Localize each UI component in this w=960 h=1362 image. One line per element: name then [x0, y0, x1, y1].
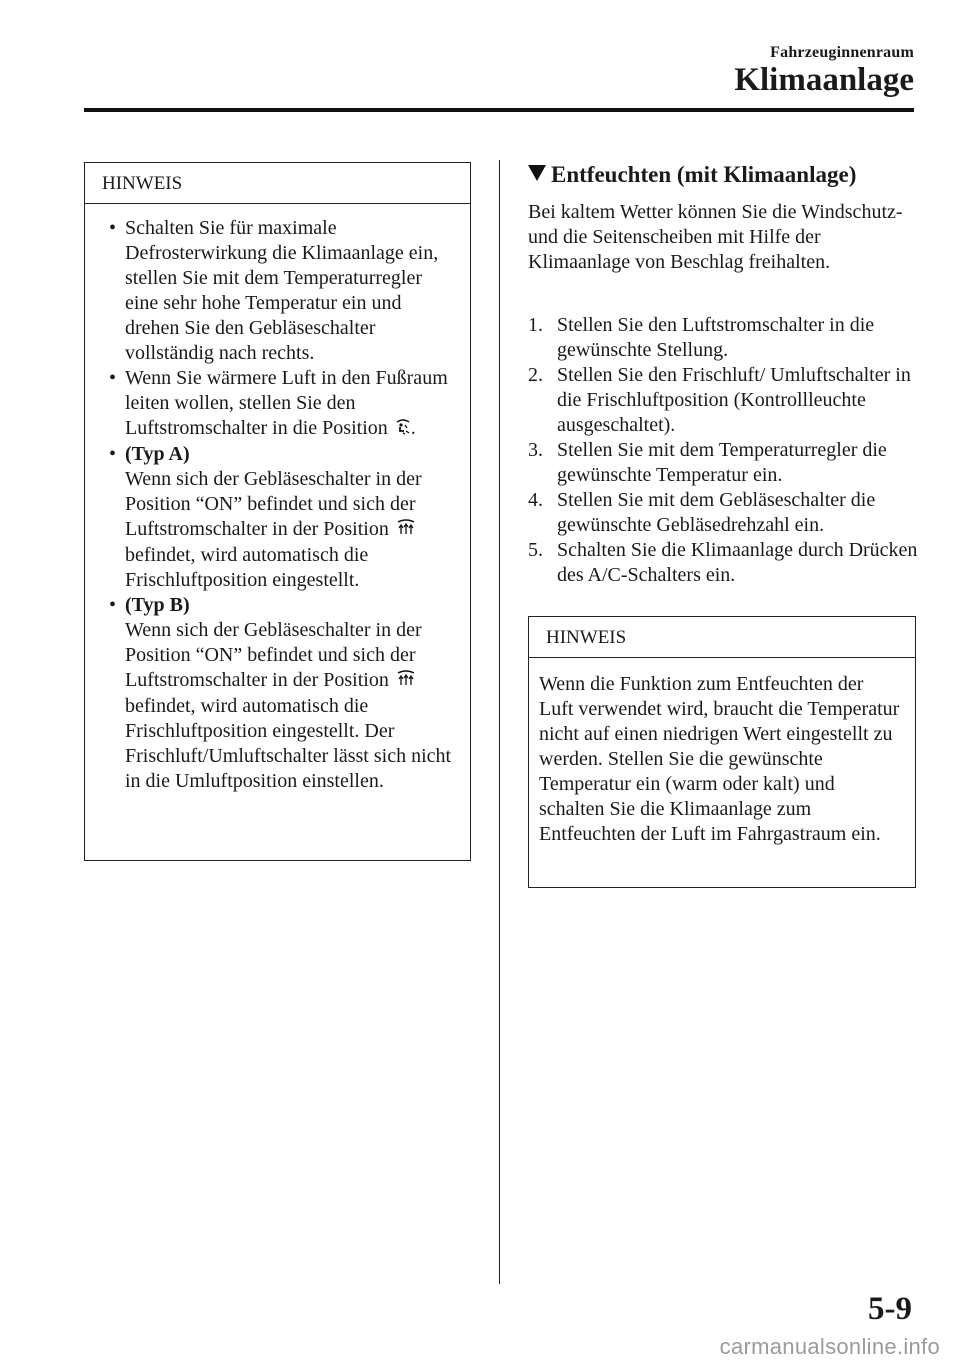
type-label: (Typ A) — [125, 443, 190, 465]
note-bullet-item — [99, 442, 460, 593]
note-bullet-item — [99, 366, 460, 442]
bullet-text: Wenn sich der Gebläseschalter in der Position “ON” befindet und sich der Luftstromschalter in der Position — [125, 468, 422, 540]
chapter-label: Fahrzeuginnenraum — [770, 44, 914, 61]
left-note-box — [84, 162, 471, 861]
page-number: 5-9 — [868, 1291, 912, 1327]
triangle-marker-icon — [528, 165, 546, 181]
step-number: 4. — [528, 489, 543, 511]
section-title-text: Entfeuchten (mit Klimaanlage) — [551, 162, 857, 187]
bullet-text-end: befindet, wird automatisch die Frischluftposition eingestellt. — [125, 544, 369, 591]
list-item — [528, 363, 920, 438]
right-note-box — [528, 616, 916, 888]
header-rule — [84, 108, 914, 112]
section-intro: Bei kaltem Wetter können Sie die Windschutz- und die Seitenscheiben mit Hilfe der Klimaanlage von Beschlag freihalten. — [528, 201, 903, 273]
bullet-dot: • — [109, 443, 117, 465]
bullet-dot: • — [109, 367, 117, 389]
bullet-text-end: befindet, wird automatisch die Frischluftposition eingestellt. Der Frischluft/Umluftschalter lässt sich nicht in die Umluftposition einstellen. — [125, 695, 452, 792]
floor-windshield-icon — [395, 417, 411, 442]
bullet-dot: • — [109, 594, 117, 616]
column-divider — [499, 160, 500, 1284]
page-title: Klimaanlage — [734, 62, 914, 98]
bullet-text: Wenn Sie wärmere Luft in den Fußraum leiten wollen, stellen Sie den Luftstromschalter in die Position — [125, 367, 448, 439]
type-label: (Typ B) — [125, 594, 190, 616]
note-body: Wenn die Funktion zum Entfeuchten der Luft verwendet wird, braucht die Temperatur nicht auf einen niedrigen Wert eingestellt zu werden. Stellen Sie die gewünschte Temperatur ein (warm oder kalt) und schalten Sie die Klimaanlage zum Entfeuchten der Luft im Fahrgastraum ein. — [539, 673, 900, 845]
note-heading: HINWEIS — [85, 163, 470, 204]
bullet-dot: • — [109, 217, 117, 239]
note-bullet-item — [99, 216, 460, 366]
steps-list — [528, 313, 920, 588]
step-number: 1. — [528, 314, 543, 336]
note-body — [85, 204, 470, 806]
step-text: Schalten Sie die Klimaanlage durch Drücken des A/C-Schalters ein. — [557, 539, 918, 586]
note-heading: HINWEIS — [529, 617, 915, 658]
step-text: Stellen Sie mit dem Temperaturregler die gewünschte Temperatur ein. — [557, 439, 887, 486]
step-number: 2. — [528, 364, 543, 386]
bullet-text-end: . — [410, 417, 416, 439]
step-number: 5. — [528, 539, 543, 561]
defroster-icon — [396, 518, 416, 543]
section-title — [528, 160, 856, 190]
list-item — [528, 538, 920, 588]
list-item — [528, 488, 920, 538]
step-text: Stellen Sie den Frischluft/ Umluftschalter in die Frischluftposition (Kontrollleuchte ausgeschaltet). — [557, 364, 911, 436]
bullet-text: Wenn sich der Gebläseschalter in der Position “ON” befindet und sich der Luftstromschalter in der Position — [125, 619, 422, 691]
step-text: Stellen Sie den Luftstromschalter in die gewünschte Stellung. — [557, 314, 875, 361]
watermark: carmanualsonline.info — [719, 1334, 940, 1359]
list-item — [528, 313, 920, 363]
bullet-text: Schalten Sie für maximale Defrosterwirkung die Klimaanlage ein, stellen Sie mit dem Temperaturregler eine sehr hohe Temperatur ein und drehen Sie den Gebläseschalter vollständig nach rechts. — [125, 217, 439, 364]
note-bullet-item — [99, 593, 460, 794]
step-number: 3. — [528, 439, 543, 461]
list-item — [528, 438, 920, 488]
step-text: Stellen Sie mit dem Gebläseschalter die gewünschte Gebläsedrehzahl ein. — [557, 489, 876, 536]
defroster-icon — [396, 669, 416, 694]
